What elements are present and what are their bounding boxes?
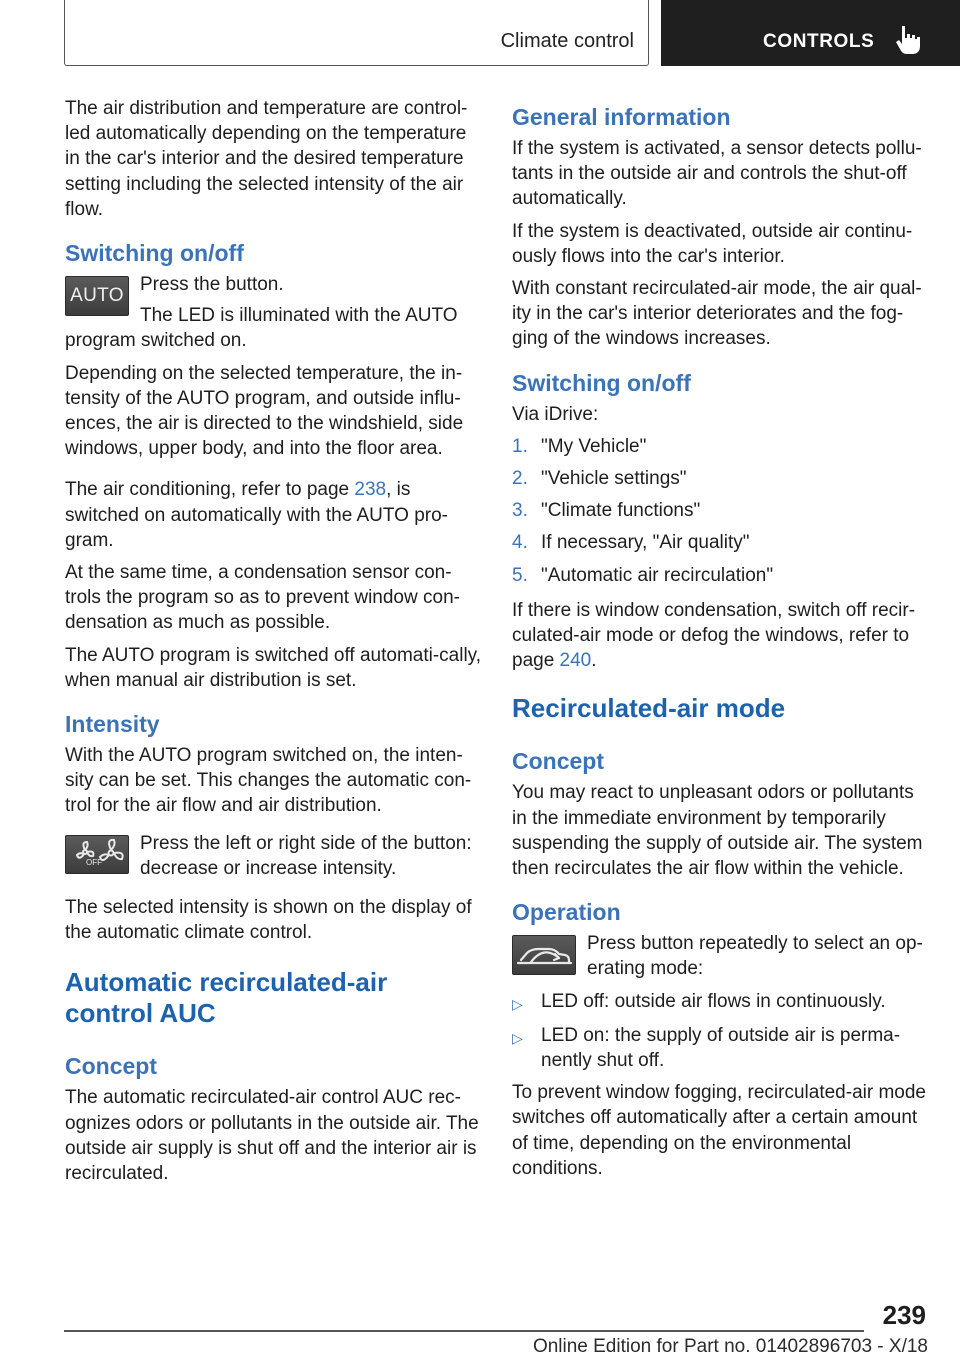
recirc-button-block xyxy=(512,931,932,981)
footer-edition: Online Edition for Part no. 01402896703 - X/18 xyxy=(532,1336,928,1357)
auto-button-image xyxy=(65,276,129,316)
auto-button-block xyxy=(65,272,485,307)
triangle-bullet-icon: ▷ xyxy=(512,995,523,1012)
intro-paragraph: The air distribution and temperature are control-led automatically depending on the temperature in the car's interior and the desired temperature setting including the selected intensity of the air flow. xyxy=(65,98,468,220)
press-repeatedly-text: Press button repeatedly to select an op-erating mode: xyxy=(587,933,923,980)
press-left-right-text: Press the left or right side of the button: decrease or increase intensity. xyxy=(140,832,472,879)
list-item: ▷ LED off: outside air flows in continuously. xyxy=(512,989,932,1017)
fan-button-block xyxy=(65,831,485,881)
header-section-title: Climate control xyxy=(500,30,634,52)
switching-heading-right: Switching on/off xyxy=(512,369,691,396)
ac-text: The air conditioning, refer to page 238, is switched on automatically with the AUTO pro-gram. xyxy=(65,479,448,551)
condensation-recirc-text: If there is window condensation, switch off recir-culated-air mode or defog the windows, refer to page 240. xyxy=(512,599,916,672)
intensity-heading: Intensity xyxy=(65,711,160,738)
recirc-heading: Recirculated-air mode xyxy=(512,693,786,724)
fan-off-label: OFF xyxy=(86,857,102,867)
fan-icon xyxy=(67,836,127,872)
list-item: 5. "Automatic air recirculation" xyxy=(512,564,774,586)
list-item: 3. "Climate functions" xyxy=(512,500,701,522)
recirc-concept-text: You may react to unpleasant odors or pollutants in the immediate environment by temporarily suspending the supply of outside air. The system then recirculates the air flow within the vehicle. xyxy=(512,782,923,880)
led-auto-text: The LED is illuminated with the AUTO program switched on. xyxy=(65,305,458,352)
intensity-display-text: The selected intensity is shown on the display of the automatic climate control. xyxy=(65,897,472,944)
header-chapter-title: CONTROLS xyxy=(763,31,875,52)
auto-button-label: AUTO xyxy=(70,285,124,307)
depending-text: Depending on the selected temperature, the in-tensity of the AUTO program, and outside influ-ences, the air is directed to the windshield, side windows, upper body, and into the floor area. xyxy=(65,362,464,460)
auc-heading: Automatic recirculated-air control AUC xyxy=(65,967,388,1029)
left-column xyxy=(65,96,485,1193)
recirc-concept-heading: Concept xyxy=(512,748,604,775)
recirc-button-image xyxy=(512,935,576,975)
list-item: 4. If necessary, "Air quality" xyxy=(512,532,750,554)
page-238-link[interactable]: 238 xyxy=(354,479,387,501)
pointing-hand-icon xyxy=(893,24,923,56)
header-chapter-box xyxy=(661,0,960,66)
general-heading: General information xyxy=(512,104,731,130)
right-column xyxy=(512,96,932,1188)
auto-off-text: The AUTO program is switched off automati-cally, when manual air distribution is set. xyxy=(65,644,482,691)
operation-modes-list xyxy=(512,989,932,1074)
idrive-steps xyxy=(512,431,932,592)
fogging-text: To prevent window fogging, recirculated-air mode switches off automatically after a certain amount of time, depending on the environmental conditions. xyxy=(512,1082,926,1179)
page-number: 239 xyxy=(882,1300,926,1330)
car-recirculation-icon xyxy=(515,940,573,970)
header-section-box xyxy=(64,0,649,66)
general-p3: With constant recirculated-air mode, the air qual-ity in the car's interior deteriorates and the fog-ging of the windows increases. xyxy=(512,278,922,350)
auc-concept-text: The automatic recirculated-air control AUC rec-ognizes odors or pollutants in the outside air. The outside air supply is shut off and the interior air is recirculated. xyxy=(65,1087,479,1185)
general-p1: If the system is activated, a sensor detects pollu-tants in the outside air and controls the shut-off automatically. xyxy=(512,138,922,210)
triangle-bullet-icon: ▷ xyxy=(512,1029,523,1046)
fan-intensity-button-image xyxy=(65,835,129,874)
intensity-text: With the AUTO program switched on, the inten-sity can be set. This changes the automatic con-trol for the air flow and air distribution. xyxy=(65,745,472,817)
general-p2: If the system is deactivated, outside air continu-ously flows into the car's interior. xyxy=(512,220,913,267)
page-240-link[interactable]: 240 xyxy=(559,650,592,672)
via-idrive-text: Via iDrive: xyxy=(512,403,599,425)
auc-concept-heading: Concept xyxy=(65,1053,157,1080)
list-item: 1. "My Vehicle" xyxy=(512,435,647,457)
list-item: 2. "Vehicle settings" xyxy=(512,468,687,490)
switching-heading: Switching on/off xyxy=(65,240,244,267)
condensation-text: At the same time, a condensation sensor con-trols the program so as to prevent window con-densation as much as possible. xyxy=(65,562,460,634)
footer-divider xyxy=(64,1330,864,1332)
press-button-text: Press the button. xyxy=(140,274,284,296)
operation-heading: Operation xyxy=(512,899,621,926)
list-item: ▷ LED on: the supply of outside air is perma-nently shut off. xyxy=(512,1023,932,1073)
